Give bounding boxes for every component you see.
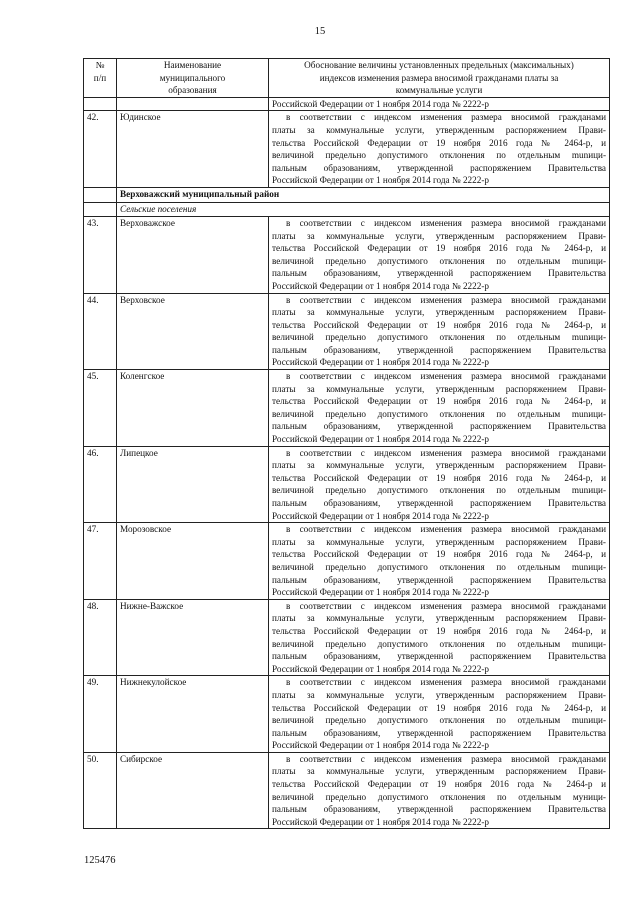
table-row	[84, 599, 610, 676]
row-municipality: Нижнекулойское	[117, 676, 269, 753]
row-number: 49.	[84, 676, 117, 753]
row-number: 42.	[84, 111, 117, 188]
basis-text-line: тельства Российской Федерации от 19 ноября 2016 года № 2464-р, и	[272, 396, 606, 407]
row-municipality: Морозовское	[117, 523, 269, 600]
basis-text-line: величиной предельно допустимого отклонения по отдельным munици-	[272, 255, 606, 266]
header-basis-line: индексов изменения размера вносимой гражданами платы за	[319, 72, 559, 83]
basis-text-line: величиной предельно допустимого отклонения по отдельным munици-	[272, 150, 606, 161]
basis-text-line: величиной предельно допустимого отклонения по отдельным munици-	[272, 638, 606, 649]
header-number-line: №	[95, 60, 105, 70]
row-basis	[269, 752, 610, 829]
row-number: 48.	[84, 599, 117, 676]
basis-text-line: пальным образованиям, утвержденной распоряжением Правительства	[272, 344, 606, 355]
basis-text-line: в соответствии с индексом изменения размера вносимой гражданами	[286, 371, 606, 382]
table-row	[84, 752, 610, 829]
continuation-basis-cell	[269, 97, 610, 111]
table-row	[84, 111, 610, 188]
header-municipality-line: Наименование	[163, 60, 222, 70]
continuation-name-cell	[117, 97, 269, 111]
page-number: 15	[314, 26, 326, 37]
continuation-num-cell	[84, 97, 117, 111]
row-municipality: Верховажское	[117, 216, 269, 293]
header-basis-line: коммунальные услуги	[395, 85, 483, 96]
basis-text-line: пальным образованиям, утвержденной распоряжением Правительства	[272, 574, 606, 585]
basis-text-line: величиной предельно допустимого отклонения по отдельным munици-	[272, 332, 606, 343]
row-basis	[269, 370, 610, 447]
basis-text-line: в соответствии с индексом изменения размера вносимой гражданами	[286, 112, 606, 123]
subgroup-num-cell	[84, 202, 117, 216]
basis-text-line: величиной предельно допустимого отклонения по отдельным munици-	[272, 485, 606, 496]
basis-text-line: платы за коммунальные услуги, утвержденным распоряжением Прави-	[272, 536, 606, 547]
basis-text-line: Российской Федерации от 1 ноября 2014 года № 2222-р	[272, 434, 489, 445]
table-header-row	[84, 59, 610, 98]
basis-text-line: тельства Российской Федерации от 19 ноября 2016 года № 2464-р, и	[272, 702, 606, 713]
basis-text-line: тельства Российской Федерации от 19 ноября 2016 года № 2464-р и	[272, 779, 606, 790]
row-basis	[269, 216, 610, 293]
row-basis	[269, 446, 610, 523]
row-municipality: Юдинское	[117, 111, 269, 188]
basis-text-line: платы за коммунальные услуги, утвержденным распоряжением Прави-	[272, 766, 606, 777]
basis-text-line: платы за коммунальные услуги, утвержденным распоряжением Прави-	[272, 613, 606, 624]
basis-text-line: величиной предельно допустимого отклонения по отдельным муници-	[272, 791, 606, 802]
row-municipality: Липецкое	[117, 446, 269, 523]
basis-text-line: пальным образованиям, утвержденной распоряжением Правительства	[272, 421, 606, 432]
tariff-index-table	[83, 58, 610, 829]
row-number: 44.	[84, 293, 117, 370]
basis-text-line: в соответствии с индексом изменения размера вносимой гражданами	[286, 600, 606, 611]
table-row	[84, 370, 610, 447]
row-number: 43.	[84, 216, 117, 293]
basis-text-line: Российской Федерации от 1 ноября 2014 года № 2222-р	[272, 587, 489, 598]
basis-text-line: тельства Российской Федерации от 19 ноября 2016 года № 2464-р, и	[272, 625, 606, 636]
basis-text-line: в соответствии с индексом изменения размера вносимой гражданами	[286, 217, 606, 228]
table-row	[84, 523, 610, 600]
header-municipality-line: образования	[168, 85, 217, 96]
header-basis-line: Обоснование величины установленных предельных (максимальных)	[304, 60, 574, 70]
basis-text-line: величиной предельно допустимого отклонения по отдельным munици-	[272, 715, 606, 726]
basis-text-line: пальным образованиям, утвержденной распоряжением Правительства	[272, 651, 606, 662]
table-row	[84, 293, 610, 370]
basis-text-line: пальным образованиям, утвержденной распоряжением Правительства	[272, 162, 606, 173]
row-basis	[269, 293, 610, 370]
basis-text-line: пальным образованиям, утвержденной распоряжением Правительства	[272, 498, 606, 508]
basis-text-line: Российской Федерации от 1 ноября 2014 года № 2222-р	[272, 357, 489, 368]
basis-text-line: тельства Российской Федерации от 19 ноября 2016 года № 2464-р, и	[272, 137, 606, 148]
basis-text-line: платы за коммунальные услуги, утвержденным распоряжением Прави-	[272, 689, 606, 700]
basis-text-line: Российской Федерации от 1 ноября 2014 года № 2222-р	[272, 280, 489, 291]
header-basis	[269, 59, 610, 98]
row-municipality: Нижне-Важское	[117, 599, 269, 676]
subgroup-row	[84, 202, 610, 216]
basis-text-line: Российской Федерации от 1 ноября 2014 года № 2222-р	[272, 740, 489, 751]
district-title: Верховажский муниципальный район	[117, 187, 610, 202]
header-number	[84, 59, 117, 98]
basis-text-line: величиной предельно допустимого отклонения по отдельным munици-	[272, 408, 606, 419]
row-basis	[269, 599, 610, 676]
row-basis	[269, 111, 610, 188]
basis-text-line: Российской Федерации от 1 ноября 2014 года № 2222-р	[272, 510, 489, 521]
row-municipality: Верховское	[117, 293, 269, 370]
row-number: 46.	[84, 446, 117, 523]
table-row	[84, 676, 610, 753]
district-row	[84, 187, 610, 202]
row-number: 50.	[84, 752, 117, 829]
row-number: 45.	[84, 370, 117, 447]
basis-text-line: платы за коммунальные услуги, утвержденным распоряжением Прави-	[272, 124, 606, 135]
basis-text-line: платы за коммунальные услуги, утвержденным распоряжением Прави-	[272, 230, 606, 241]
basis-text-line: пальным образованиям, утвержденной распоряжением Правительства	[272, 727, 606, 738]
row-municipality: Коленгское	[117, 370, 269, 447]
basis-text-line: пальным образованиям, утвержденной распоряжением Правительства	[272, 268, 606, 279]
basis-text-line: Российской Федерации от 1 ноября 2014 года № 2222-р	[272, 175, 489, 186]
continuation-text: Российской Федерации от 1 ноября 2014 года № 2222-р	[272, 98, 489, 109]
district-num-cell	[84, 187, 117, 202]
basis-text-line: тельства Российской Федерации от 19 ноября 2016 года № 2464-р, и	[272, 319, 606, 330]
row-basis	[269, 676, 610, 753]
header-municipality	[117, 59, 269, 98]
basis-text-line: платы за коммунальные услуги, утвержденным распоряжением Прави-	[272, 307, 606, 318]
basis-text-line: тельства Российской Федерации от 19 ноября 2016 года № 2464-р, и	[272, 243, 606, 254]
document-code: 125476	[84, 855, 116, 866]
basis-text-line: в соответствии с индексом изменения размера вносимой гражданами	[286, 677, 606, 688]
row-municipality: Сибирское	[117, 752, 269, 829]
basis-text-line: платы за коммунальные услуги, утвержденным распоряжением Прави-	[272, 383, 606, 394]
basis-text-line: платы за коммунальные услуги, утвержденным распоряжением Прави-	[272, 460, 606, 471]
table-row	[84, 446, 610, 523]
basis-text-line: в соответствии с индексом изменения размера вносимой гражданами	[286, 524, 606, 535]
row-basis	[269, 523, 610, 600]
basis-text-line: тельства Российской Федерации от 19 ноября 2016 года № 2464-р, и	[272, 549, 606, 560]
basis-text-line: Российской Федерации от 1 ноября 2014 года № 2222-р	[272, 816, 489, 827]
row-number: 47.	[84, 523, 117, 600]
basis-text-line: тельства Российской Федерации от 19 ноября 2016 года № 2464-р, и	[272, 472, 606, 483]
basis-text-line: в соответствии с индексом изменения размера вносимой гражданами	[286, 753, 606, 764]
basis-text-line: Российской Федерации от 1 ноября 2014 года № 2222-р	[272, 663, 489, 674]
table-row	[84, 216, 610, 293]
header-municipality-line: муниципального	[159, 72, 226, 83]
basis-text-line: величиной предельно допустимого отклонения по отдельным munици-	[272, 561, 606, 572]
continuation-row	[84, 97, 610, 111]
basis-text-line: в соответствии с индексом изменения размера вносимой гражданами	[286, 447, 606, 458]
subgroup-title: Сельские поселения	[117, 202, 610, 216]
basis-text-line: в соответствии с индексом изменения размера вносимой гражданами	[286, 294, 606, 305]
basis-text-line: пальным образованиям, утвержденной распоряжением Правительства	[272, 804, 606, 815]
header-number-line: п/п	[93, 72, 107, 83]
